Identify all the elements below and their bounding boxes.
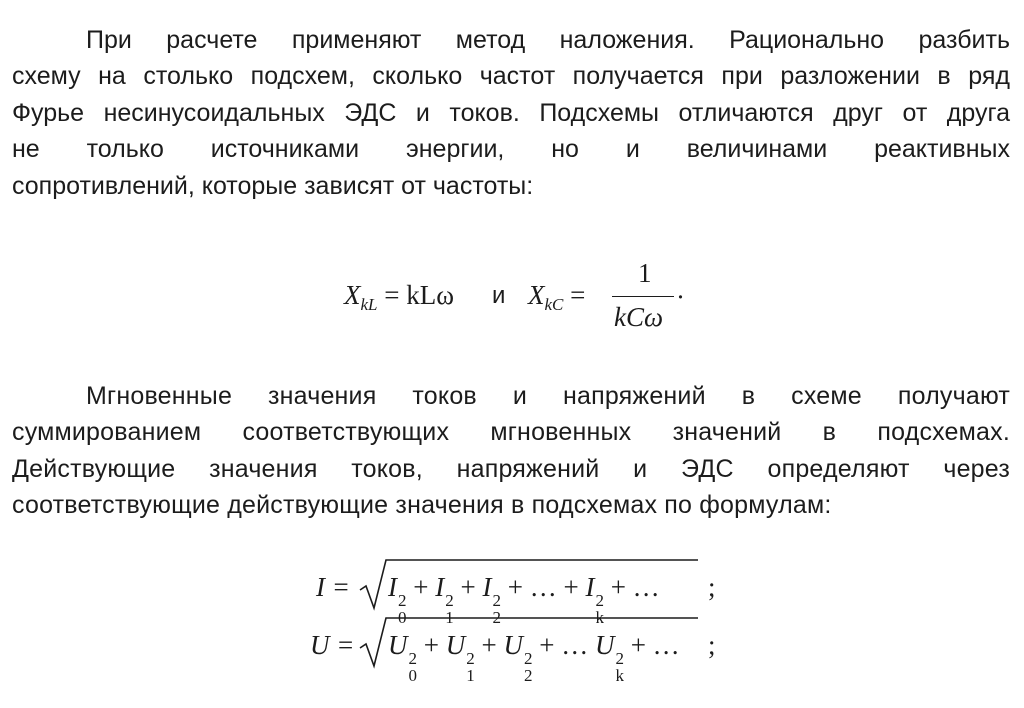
xc-expression: $X_{kC}$ = [528,280,586,314]
formula-semicolon: ; [708,572,716,602]
sum-terms: U 2 0 + U 2 1 + U 2 2 + … U 2 k + … [388,630,680,685]
fraction-bar [612,296,674,297]
paragraph-line: сопротивлений, которые зависят от частоты: [12,171,534,200]
paragraph-superposition [12,22,1010,204]
current-rms-formula [316,556,736,627]
formula-lhs: U = [310,630,355,660]
fraction-denominator: kCω [614,302,664,332]
xl-expression: $X_{kL} = kL\omega$ [344,280,454,314]
paragraph-line: схему на столько подсхем, сколько частот получается при разложении в ряд [12,62,1010,91]
paragraph-line: не только источниками энергии, но и величинами реактивных [12,135,1010,164]
formula-lhs: I = [316,572,350,602]
voltage-rms-formula [310,614,736,685]
paragraph-line: При расчете применяют метод наложения. Рационально разбить [86,26,1010,54]
conjunction: и [492,282,506,309]
paragraph-line: Фурье несинусоидальных ЭДС и токов. Подсхемы отличаются друг от друга [12,98,1010,127]
paragraph-line: Действующие значения токов, напряжений и ЭДС определяют через [12,454,1010,483]
paragraph-line: суммированием соответствующих мгновенных значений в подсхемах. [12,418,1010,447]
paragraph-line: Мгновенные значения токов и напряжений в схеме получают [86,382,1010,410]
formula-semicolon: ; [708,630,716,660]
sum-terms: I 2 0 + I 2 1 + I 2 2 + … + I 2 k + … [388,572,660,627]
fraction-numerator: 1 [638,258,652,288]
reactance-formula [344,258,704,338]
paragraph-line: соответствующие действующие значения в подсхемах по формулам: [12,491,832,520]
formula-end-dot: · [676,282,685,312]
paragraph-effective-values [12,378,1010,524]
